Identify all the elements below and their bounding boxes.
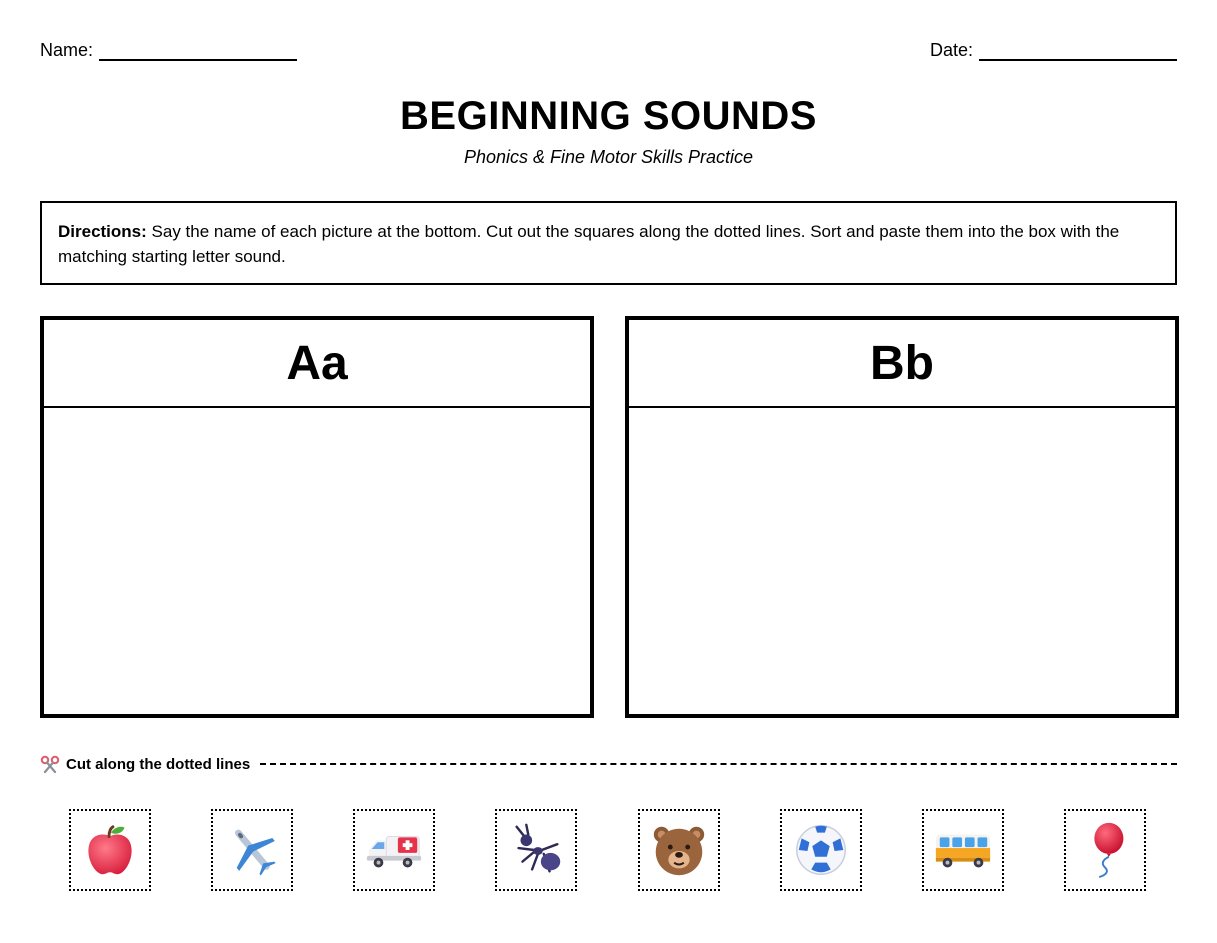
card-bear[interactable] bbox=[638, 809, 720, 891]
ant-icon bbox=[505, 819, 567, 881]
card-airplane[interactable] bbox=[211, 809, 293, 891]
airplane-icon bbox=[221, 819, 283, 881]
scissors-icon bbox=[40, 754, 60, 774]
apple-icon bbox=[79, 819, 141, 881]
date-line[interactable] bbox=[979, 45, 1177, 61]
cut-label: Cut along the dotted lines bbox=[66, 755, 251, 773]
name-line[interactable] bbox=[99, 45, 297, 61]
date-field[interactable] bbox=[930, 40, 1177, 61]
directions-box bbox=[40, 201, 1177, 285]
name-field[interactable] bbox=[40, 40, 297, 61]
page-title: BEGINNING SOUNDS bbox=[400, 94, 817, 138]
sort-box-b-letter: Bb bbox=[629, 320, 1175, 408]
card-ant[interactable] bbox=[495, 809, 577, 891]
dashed-line bbox=[260, 763, 1177, 765]
card-balloon[interactable] bbox=[1064, 809, 1146, 891]
bear-icon bbox=[648, 819, 710, 881]
directions-lead: Directions: bbox=[58, 222, 147, 241]
name-label: Name: bbox=[40, 40, 94, 60]
card-ambulance[interactable] bbox=[353, 809, 435, 891]
sort-box-a-letter: Aa bbox=[44, 320, 590, 408]
ambulance-icon bbox=[363, 819, 425, 881]
sort-box-a[interactable] bbox=[40, 316, 594, 718]
date-label: Date: bbox=[929, 40, 973, 60]
balloon-icon bbox=[1074, 819, 1136, 881]
page-subtitle: Phonics & Fine Motor Skills Practice bbox=[463, 147, 754, 167]
sort-box-b[interactable] bbox=[625, 316, 1179, 718]
bus-icon bbox=[932, 819, 994, 881]
card-apple[interactable] bbox=[69, 809, 151, 891]
directions-text: Say the name of each picture at the bottom. Cut out the squares along the dotted lines. Sort and paste them into the box with the matching starting letter sound. bbox=[58, 222, 1120, 266]
ball-icon bbox=[790, 819, 852, 881]
card-bus[interactable] bbox=[922, 809, 1004, 891]
cut-line bbox=[40, 752, 1177, 776]
card-ball[interactable] bbox=[780, 809, 862, 891]
